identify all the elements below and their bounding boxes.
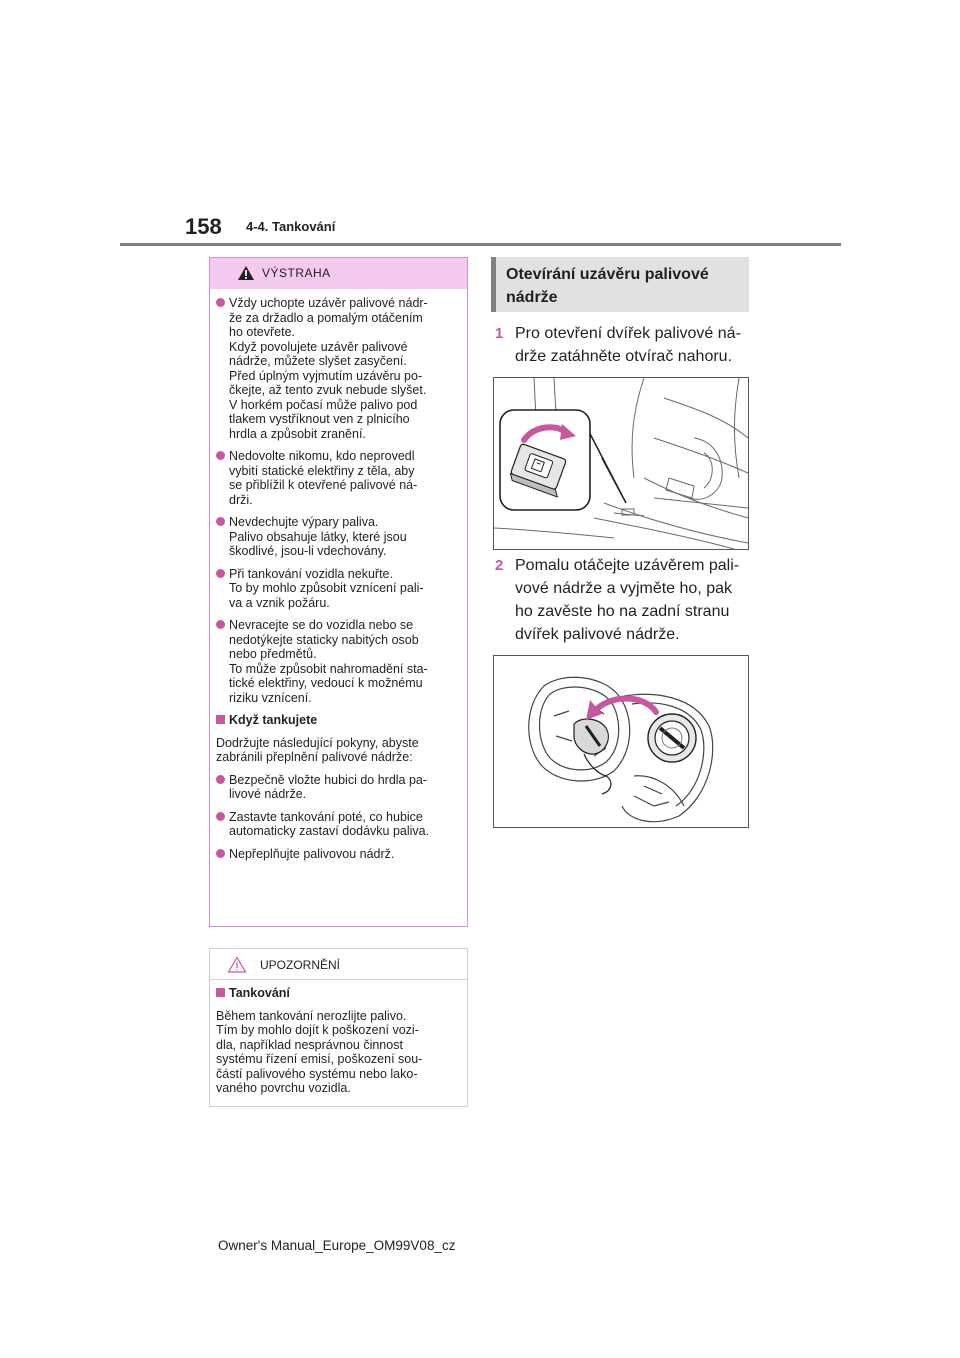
bullet-item	[216, 515, 461, 559]
text-line: automaticky zastaví dodávku paliva.	[229, 824, 430, 838]
footer-text: Owner's Manual_Europe_OM99V08_cz	[218, 1238, 456, 1253]
page-number: 158	[185, 214, 222, 239]
round-bullet-icon	[216, 517, 225, 526]
procedure-heading-text	[506, 263, 709, 309]
step-number: 1	[495, 325, 504, 342]
bullet-item	[216, 810, 461, 839]
text-line: tické elektřiny, vedoucí k možnému	[229, 676, 423, 690]
step-line: Pro otevření dvířek palivové ná-	[515, 325, 741, 342]
text-line: se přiblížil k otevřené palivové ná-	[229, 478, 418, 492]
text-line: Při tankování vozidla nekuřte.	[229, 566, 393, 581]
step-line: drže zatáhněte otvírač nahoru.	[515, 348, 733, 365]
round-bullet-icon	[216, 451, 225, 460]
warning-body	[210, 289, 467, 861]
text-line: Před úplným vyjmutím uzávěru po-	[229, 368, 423, 383]
text-line: čkejte, až tento zvuk nebude slyšet.	[229, 383, 427, 397]
step-line: dvířek palivové nádrže.	[515, 626, 680, 643]
body-paragraph	[216, 1009, 461, 1096]
fuel-cap-illustration	[493, 655, 749, 828]
round-bullet-icon	[216, 569, 225, 578]
text-line: vybití statické elektřiny z těla, aby	[229, 463, 415, 478]
text-line: hrdla a způsobit zranění.	[229, 426, 366, 441]
body-paragraph	[216, 736, 461, 765]
text-line: vaného povrchu vozidla.	[216, 1081, 351, 1095]
text-line: Bezpečně vložte hubici do hrdla pa-	[229, 772, 428, 787]
text-line: V horkém počasí může palivo pod	[229, 397, 418, 412]
text-line: va a vznik požáru.	[229, 595, 330, 610]
text-line: Dodržujte následující pokyny, abyste	[216, 735, 419, 750]
bullet-item	[216, 847, 461, 862]
round-bullet-icon	[216, 849, 225, 858]
text-line: Tím by mohlo dojít k poškození vozi-	[216, 1023, 419, 1037]
round-bullet-icon	[216, 620, 225, 629]
step-1	[495, 322, 741, 368]
text-line: Během tankování nerozlijte palivo.	[216, 1008, 407, 1023]
text-line: tlakem vystříknout ven z plnicího	[229, 412, 410, 426]
bullet-item	[216, 449, 461, 507]
text-line: Nedovolte nikomu, kdo neprovedl	[229, 449, 415, 463]
bullet-item	[216, 567, 461, 611]
text-line: nebo předmětů.	[229, 647, 317, 661]
text-line: škodlivé, jsou-li vdechovány.	[229, 544, 387, 558]
square-bullet-icon	[216, 988, 225, 997]
text-line: ho otevřete.	[229, 325, 296, 339]
caution-title: UPOZORNĚNÍ	[260, 958, 341, 972]
text-line: Nepřeplňujte palivovou nádrž.	[229, 846, 395, 861]
bullet-item	[216, 618, 461, 705]
subheading-item	[216, 986, 461, 1001]
text-line: částí palivového systému nebo lako-	[216, 1066, 418, 1081]
text-line: Zastavte tankování poté, co hubice	[229, 809, 423, 824]
bullet-item	[216, 296, 461, 441]
text-line: Nevracejte se do vozidla nebo se	[229, 618, 414, 632]
subheading-item	[216, 713, 461, 728]
caution-box	[209, 948, 468, 1107]
text-line: nedotýkejte staticky nabitých osob	[229, 632, 419, 647]
warning-triangle-icon	[237, 265, 255, 281]
step-line: Pomalu otáčejte uzávěrem pali-	[515, 557, 740, 574]
text-line: Palivo obsahuje látky, které jsou	[229, 529, 407, 544]
caution-header	[210, 949, 467, 980]
text-line: riziku vznícení.	[229, 690, 312, 705]
text-line: že za držadlo a pomalým otáčením	[229, 310, 423, 325]
round-bullet-icon	[216, 775, 225, 784]
text-line: livové nádrže.	[229, 787, 307, 801]
header-rule	[120, 243, 841, 246]
text-line: Tankování	[229, 986, 290, 1000]
caution-triangle-icon	[227, 956, 247, 973]
text-line: To může způsobit nahromadění sta-	[229, 661, 428, 676]
text-line: dla, například nesprávnou činnost	[216, 1037, 403, 1052]
text-line: nádrže, můžete slyšet zasyčení.	[229, 354, 407, 368]
heading-line: Otevírání uzávěru palivové	[506, 266, 709, 283]
text-line: systému řízení emisí, poškození sou-	[216, 1052, 423, 1066]
round-bullet-icon	[216, 812, 225, 821]
warning-title: VÝSTRAHA	[262, 266, 331, 280]
text-line: Nevdechujte výpary paliva.	[229, 515, 379, 529]
step-2	[495, 554, 739, 646]
procedure-heading	[491, 257, 749, 312]
text-line: zabránili přeplnění palivové nádrže:	[216, 750, 413, 764]
square-bullet-icon	[216, 715, 225, 724]
warning-box	[209, 257, 468, 927]
section-title: 4-4. Tankování	[246, 219, 336, 234]
text-line: Když tankujete	[229, 713, 318, 727]
caution-body	[210, 980, 467, 1096]
text-line: Vždy uchopte uzávěr palivové nádr-	[229, 296, 428, 310]
text-line: Když povolujete uzávěr palivové	[229, 339, 408, 354]
warning-header	[210, 258, 467, 289]
round-bullet-icon	[216, 298, 225, 307]
step-line: vové nádrže a vyjměte ho, pak	[515, 580, 733, 597]
heading-line: nádrže	[506, 289, 558, 306]
fuel-cap-drawing	[494, 656, 748, 827]
text-line: To by mohlo způsobit vznícení pali-	[229, 581, 424, 595]
step-line: ho zavěste ho na zadní stranu	[515, 603, 730, 620]
bullet-item	[216, 773, 461, 802]
step-number: 2	[495, 557, 504, 574]
opener-lever-illustration	[493, 377, 749, 550]
opener-lever-drawing	[494, 378, 748, 549]
text-line: drži.	[229, 492, 253, 507]
